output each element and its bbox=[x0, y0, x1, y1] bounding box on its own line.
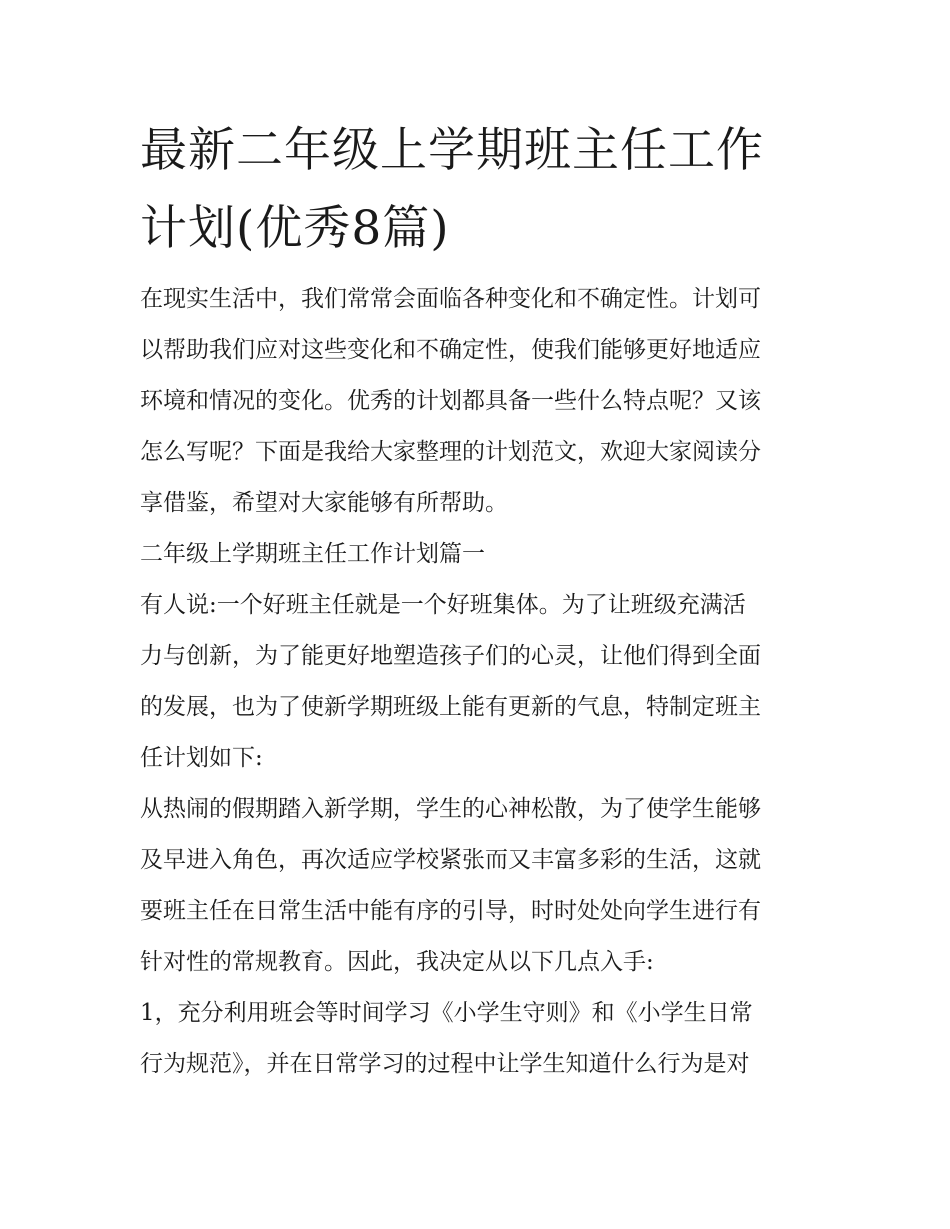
text-line: 行为规范》，并在日常学习的过程中让学生知道什么行为是对 bbox=[140, 1051, 750, 1077]
text-line: 以帮助我们应对这些变化和不确定性，使我们能够更好地适应 bbox=[140, 337, 761, 363]
section-heading bbox=[140, 529, 812, 580]
text-line: 的发展，也为了使新学期班级上能有更新的气息，特制定班主 bbox=[140, 694, 761, 720]
title-line: 计划(优秀8篇) bbox=[140, 201, 450, 256]
text-line: 二年级上学期班主任工作计划篇一 bbox=[140, 541, 485, 567]
document-page bbox=[140, 112, 812, 1090]
body-paragraph bbox=[140, 580, 812, 784]
document-title bbox=[140, 112, 812, 268]
text-line: 针对性的常规教育。因此，我决定从以下几点入手: bbox=[140, 949, 654, 975]
text-line: 在现实生活中，我们常常会面临各种变化和不确定性。计划可 bbox=[140, 286, 761, 312]
text-line: 环境和情况的变化。优秀的计划都具备一些什么特点呢？又该 bbox=[140, 388, 761, 414]
text-line: 享借鉴，希望对大家能够有所帮助。 bbox=[140, 490, 508, 516]
text-line: 要班主任在日常生活中能有序的引导，时时处处向学生进行有 bbox=[140, 898, 761, 924]
title-line: 最新二年级上学期班主任工作 bbox=[140, 123, 764, 178]
text-line: 力与创新，为了能更好地塑造孩子们的心灵，让他们得到全面 bbox=[140, 643, 761, 669]
text-line: 从热闹的假期踏入新学期，学生的心神松散，为了使学生能够 bbox=[140, 796, 761, 822]
body-paragraph bbox=[140, 784, 812, 988]
list-item-paragraph bbox=[140, 988, 812, 1090]
intro-paragraph bbox=[140, 274, 812, 529]
text-line: 有人说:一个好班主任就是一个好班集体。为了让班级充满活 bbox=[140, 592, 746, 618]
text-line: 及早进入角色，再次适应学校紧张而又丰富多彩的生活，这就 bbox=[140, 847, 761, 873]
text-line: 任计划如下: bbox=[140, 745, 263, 771]
text-line: 怎么写呢？下面是我给大家整理的计划范文，欢迎大家阅读分 bbox=[140, 439, 761, 465]
text-line: 1，充分利用班会等时间学习《小学生守则》和《小学生日常 bbox=[140, 1000, 753, 1026]
